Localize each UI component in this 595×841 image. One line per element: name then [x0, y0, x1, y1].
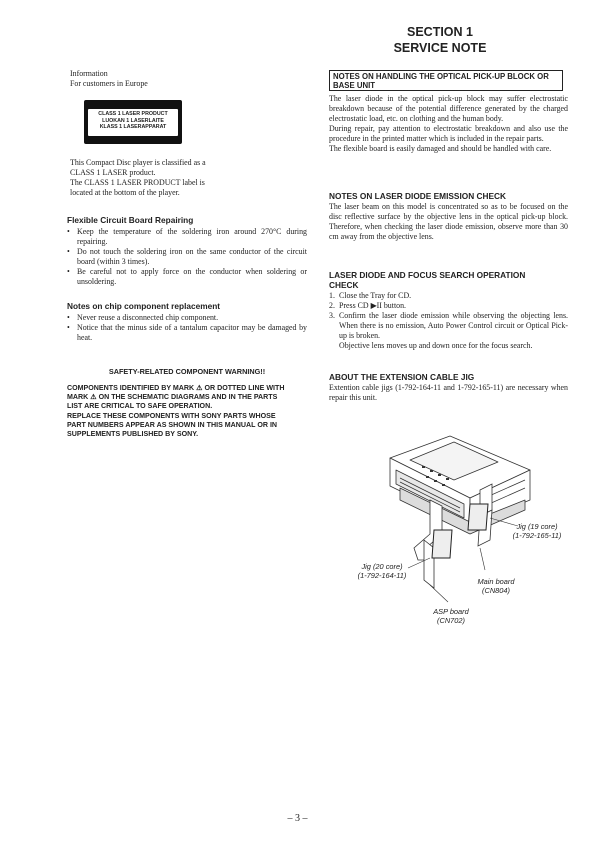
- leader-line: [480, 548, 485, 570]
- list-item: • Notice that the minus side of a tantalum capacitor may be damaged by heat.: [67, 323, 307, 343]
- list-item: [329, 311, 568, 341]
- section-title: SERVICE NOTE: [393, 41, 487, 55]
- jig-19-label-line: (1-792-165-11): [512, 531, 562, 541]
- classification-line: located at the bottom of the player.: [70, 188, 180, 198]
- laser-label: [84, 100, 182, 144]
- jig-19-connector: [468, 504, 488, 530]
- classification-line: CLASS 1 LASER product.: [70, 168, 156, 178]
- pickup-paragraph: During repair, pay attention to electrostatic breakdown and also use the procedure in the printed matter which is included in the repair parts.: [329, 124, 568, 144]
- step-text: Press CD ▶II button.: [339, 301, 407, 311]
- laser-label-line: KLASS 1 LASERAPPARAT: [99, 124, 167, 131]
- main-board-label: [456, 577, 536, 596]
- list-item: [329, 301, 568, 311]
- jig-19-label: [497, 522, 577, 541]
- flex-list: [67, 227, 307, 288]
- pickup-paragraph: The laser diode in the optical pick-up block may suffer electrostatic breakdown because of the potential difference generated by the charged electrostatic load, etc. on clothing and the human body.: [329, 94, 568, 124]
- button-dot: [422, 466, 425, 468]
- asp-board-label-line: ASP board: [433, 607, 469, 616]
- button-dot: [442, 484, 445, 486]
- step-text: Close the Tray for CD.: [339, 291, 412, 300]
- main-board-label-line: (CN804): [482, 586, 510, 596]
- jig-20-label-line: (1-792-164-11): [357, 571, 407, 581]
- focus-note: Objective lens moves up and down once for the focus search.: [339, 341, 533, 351]
- flex-section: [67, 215, 307, 288]
- info-line: For customers in Europe: [70, 79, 148, 89]
- pickup-heading: NOTES ON HANDLING THE OPTICAL PICK-UP BLOCK OR BASE UNIT: [333, 72, 549, 90]
- info-block: [70, 69, 270, 89]
- chip-heading: Notes on chip component replacement: [67, 301, 221, 311]
- warning-line: SUPPLEMENTS PUBLISHED BY SONY.: [67, 430, 199, 439]
- list-item: • Keep the temperature of the soldering iron around 270°C during repairing.: [67, 227, 307, 247]
- emission-heading: NOTES ON LASER DIODE EMISSION CHECK: [329, 191, 507, 201]
- step-text: Confirm the laser diode emission while observing the objecting lens. When there is no emission, Auto Power Control circuit or Optical Pick-up is broken.: [339, 311, 568, 341]
- asp-board-label: [411, 607, 491, 626]
- step-number: 2.: [329, 301, 335, 311]
- laser-label-panel: [88, 109, 178, 136]
- info-line: Information: [70, 69, 108, 78]
- main-board-label-line: Main board: [477, 577, 515, 586]
- focus-heading: CHECK: [329, 280, 359, 290]
- list-item: • Do not touch the soldering iron on the same conductor of the circuit board (within 3 times).: [67, 247, 307, 267]
- chip-list: [67, 313, 307, 343]
- classification-line: The CLASS 1 LASER PRODUCT label is: [70, 178, 205, 188]
- button-dot: [434, 480, 437, 482]
- warning-line: LIST ARE CRITICAL TO SAFE OPERATION.: [67, 402, 213, 411]
- jig-20-connector: [432, 530, 452, 558]
- warning-line: COMPONENTS IDENTIFIED BY MARK ⚠ OR DOTTED LINE WITH: [67, 384, 285, 392]
- pickup-heading-box: [329, 70, 563, 91]
- warning-line: MARK ⚠ ON THE SCHEMATIC DIAGRAMS AND IN THE PARTS: [67, 393, 278, 402]
- pickup-section: [329, 94, 568, 155]
- warning-line: REPLACE THESE COMPONENTS WITH SONY PARTS WHOSE: [67, 411, 276, 420]
- warning-title: SAFETY-RELATED COMPONENT WARNING!!: [108, 367, 266, 376]
- leader-line: [430, 585, 448, 602]
- section-number: SECTION 1: [407, 25, 473, 39]
- button-dot: [438, 474, 441, 476]
- focus-section: [329, 270, 568, 352]
- classification-note: [70, 158, 280, 198]
- jig-20-label: [342, 562, 422, 581]
- pickup-paragraph: The flexible board is easily damaged and should be handled with care.: [329, 144, 552, 154]
- flex-heading: Flexible Circuit Board Repairing: [67, 215, 194, 225]
- chip-section: [67, 301, 307, 343]
- button-dot: [430, 470, 433, 472]
- warning-block: [67, 384, 312, 439]
- list-item: [329, 291, 568, 301]
- emission-section: [329, 191, 568, 242]
- asp-board-label-line: (CN702): [437, 616, 465, 626]
- laser-label-line: CLASS 1 LASER PRODUCT: [98, 111, 168, 117]
- laser-label-line: LUOKAN 1 LASERLAITE: [102, 117, 164, 124]
- focus-heading: LASER DIODE AND FOCUS SEARCH OPERATION: [329, 270, 526, 280]
- cable-section: [329, 372, 568, 403]
- cable-paragraph: Extention cable jigs (1-792-164-11 and 1-792-165-11) are necessary when repair this unit.: [329, 383, 568, 403]
- list-item: • Never reuse a disconnected chip component.: [67, 313, 307, 323]
- classification-line: This Compact Disc player is classified as a: [70, 158, 206, 167]
- cable-heading: ABOUT THE EXTENSION CABLE JIG: [329, 372, 475, 382]
- warning-line: PART NUMBERS APPEAR AS SHOWN IN THIS MANUAL OR IN: [67, 420, 278, 429]
- button-dot: [446, 478, 449, 480]
- button-dot: [426, 476, 429, 478]
- step-number: 3.: [329, 311, 335, 321]
- emission-paragraph: The laser beam on this model is concentrated so as to be focused on the disc reflective surface by the objective lens in the optical pick-up block. Therefore, when checking the laser diode emission, observe more than 30 cm away from the objective lens.: [329, 202, 568, 242]
- jig-19-label-line: Jig (19 core): [516, 522, 558, 531]
- jig-20-label-line: Jig (20 core): [361, 562, 403, 571]
- focus-steps: [329, 291, 568, 341]
- step-number: 1.: [329, 291, 335, 300]
- page-number: – 3 –: [287, 813, 308, 824]
- list-item: • Be careful not to apply force on the conductor when soldering or unsoldering.: [67, 267, 307, 287]
